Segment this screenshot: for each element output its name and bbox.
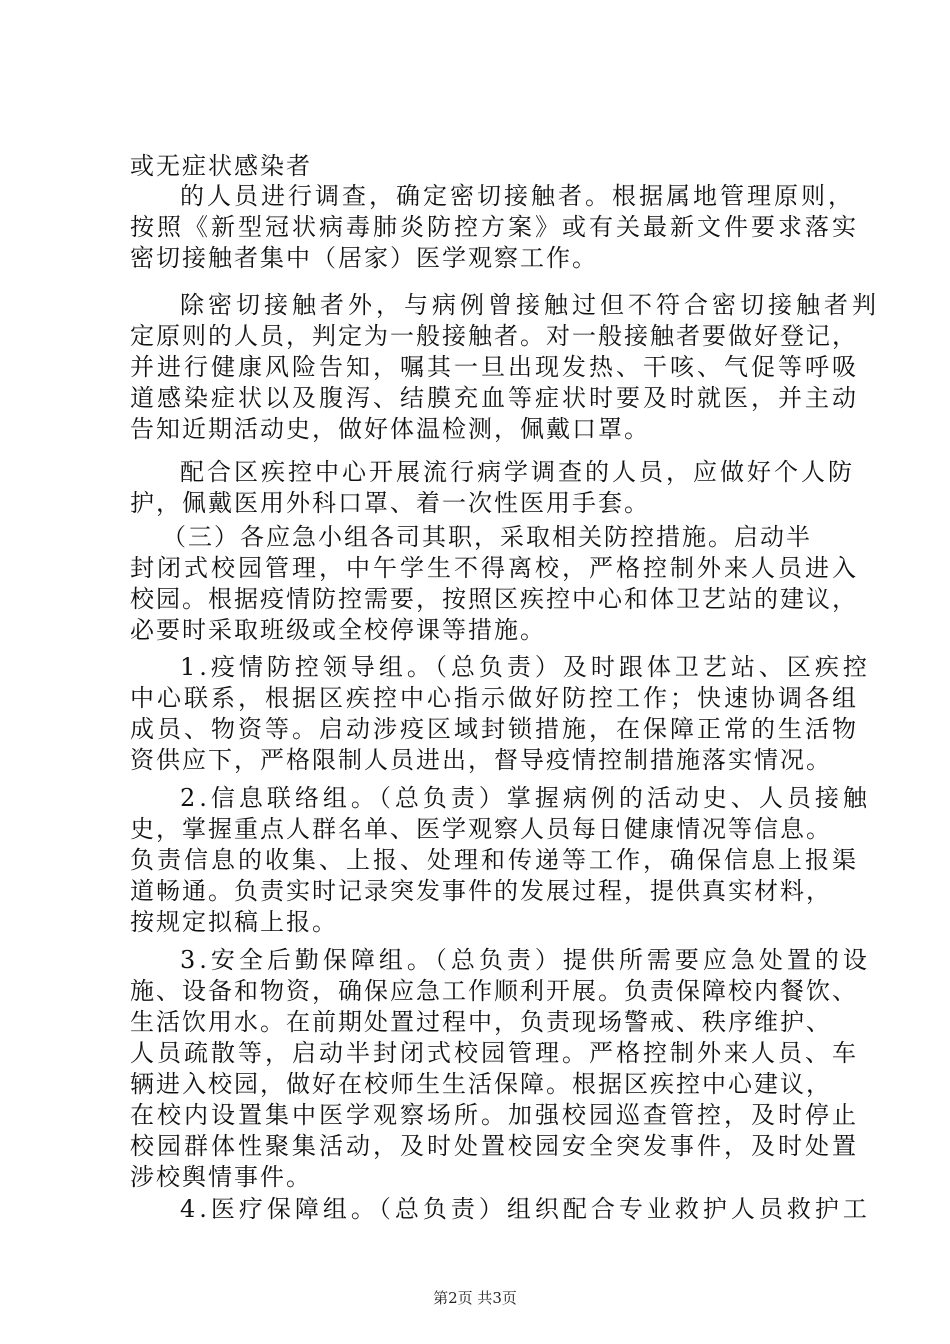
text-line: 资供应下，严格限制人员进出，督导疫情控制措施落实情况。: [130, 746, 832, 774]
text-line: 辆进入校园，做好在校师生生活保障。根据区疾控中心建议，: [130, 1070, 832, 1098]
text-line: 按规定拟稿上报。: [130, 908, 338, 936]
text-line: 定原则的人员，判定为一般接触者。对一般接触者要做好登记，: [130, 322, 858, 350]
text-line: 人员疏散等，启动半封闭式校园管理。严格控制外来人员、车: [130, 1039, 859, 1067]
text-line: 除密切接触者外，与病例曾接触过但不符合密切接触者判: [180, 291, 880, 319]
text-line: 告知近期活动史，做好体温检测，佩戴口罩。: [130, 415, 650, 443]
text-line: 涉校舆情事件。: [130, 1163, 312, 1191]
text-line: 密切接触者集中（居家）医学观察工作。: [130, 244, 598, 272]
text-line: 生活饮用水。在前期处置过程中，负责现场警戒、秩序维护、: [130, 1008, 832, 1036]
text-line: 护，佩戴医用外科口罩、着一次性医用手套。: [130, 489, 650, 517]
text-line: 中心联系，根据区疾控中心指示做好防控工作；快速协调各组: [130, 684, 859, 712]
text-line: （三）各应急小组各司其职，采取相关防控措施。启动半: [162, 523, 812, 551]
text-line: 按照《新型冠状病毒肺炎防控方案》或有关最新文件要求落实: [130, 213, 859, 241]
page-number-footer: 第2页 共3页: [433, 1289, 517, 1307]
text-line: 成员、物资等。启动涉疫区域封锁措施，在保障正常的生活物: [130, 715, 859, 743]
text-line: 校园群体性聚集活动，及时处置校园安全突发事件，及时处置: [130, 1132, 859, 1160]
text-line: 的人员进行调查，确定密切接触者。根据属地管理原则，: [180, 182, 855, 210]
text-line: 负责信息的收集、上报、处理和传递等工作，确保信息上报渠: [130, 846, 859, 874]
text-line: 史，掌握重点人群名单、医学观察人员每日健康情况等信息。: [130, 815, 832, 843]
text-line: 1.疫情防控领导组。（总负责）及时跟体卫艺站、区疾控: [180, 653, 871, 681]
text-line: 施、设备和物资，确保应急工作顺利开展。负责保障校内餐饮、: [130, 977, 858, 1005]
text-line: 并进行健康风险告知，嘱其一旦出现发热、干咳、气促等呼吸: [130, 353, 859, 381]
text-line: 道感染症状以及腹泻、结膜充血等症状时要及时就医，并主动: [130, 384, 859, 412]
text-line: 道畅通。负责实时记录突发事件的发展过程，提供真实材料，: [130, 877, 832, 905]
text-line: 在校内设置集中医学观察场所。加强校园巡查管控，及时停止: [130, 1101, 859, 1129]
text-line: 封闭式校园管理，中午学生不得离校，严格控制外来人员进入: [130, 554, 859, 582]
text-line: 配合区疾控中心开展流行病学调查的人员，应做好个人防: [180, 458, 855, 486]
text-line: 校园。根据疫情防控需要，按照区疾控中心和体卫艺站的建议，: [130, 585, 858, 613]
text-line: 3.安全后勤保障组。（总负责）提供所需要应急处置的设: [180, 946, 871, 974]
text-line: 4.医疗保障组。（总负责）组织配合专业救护人员救护工: [180, 1195, 871, 1223]
text-line: 或无症状感染者: [130, 152, 312, 180]
text-line: 必要时采取班级或全校停课等措施。: [130, 616, 546, 644]
text-line: 2.信息联络组。（总负责）掌握病例的活动史、人员接触: [180, 784, 871, 812]
